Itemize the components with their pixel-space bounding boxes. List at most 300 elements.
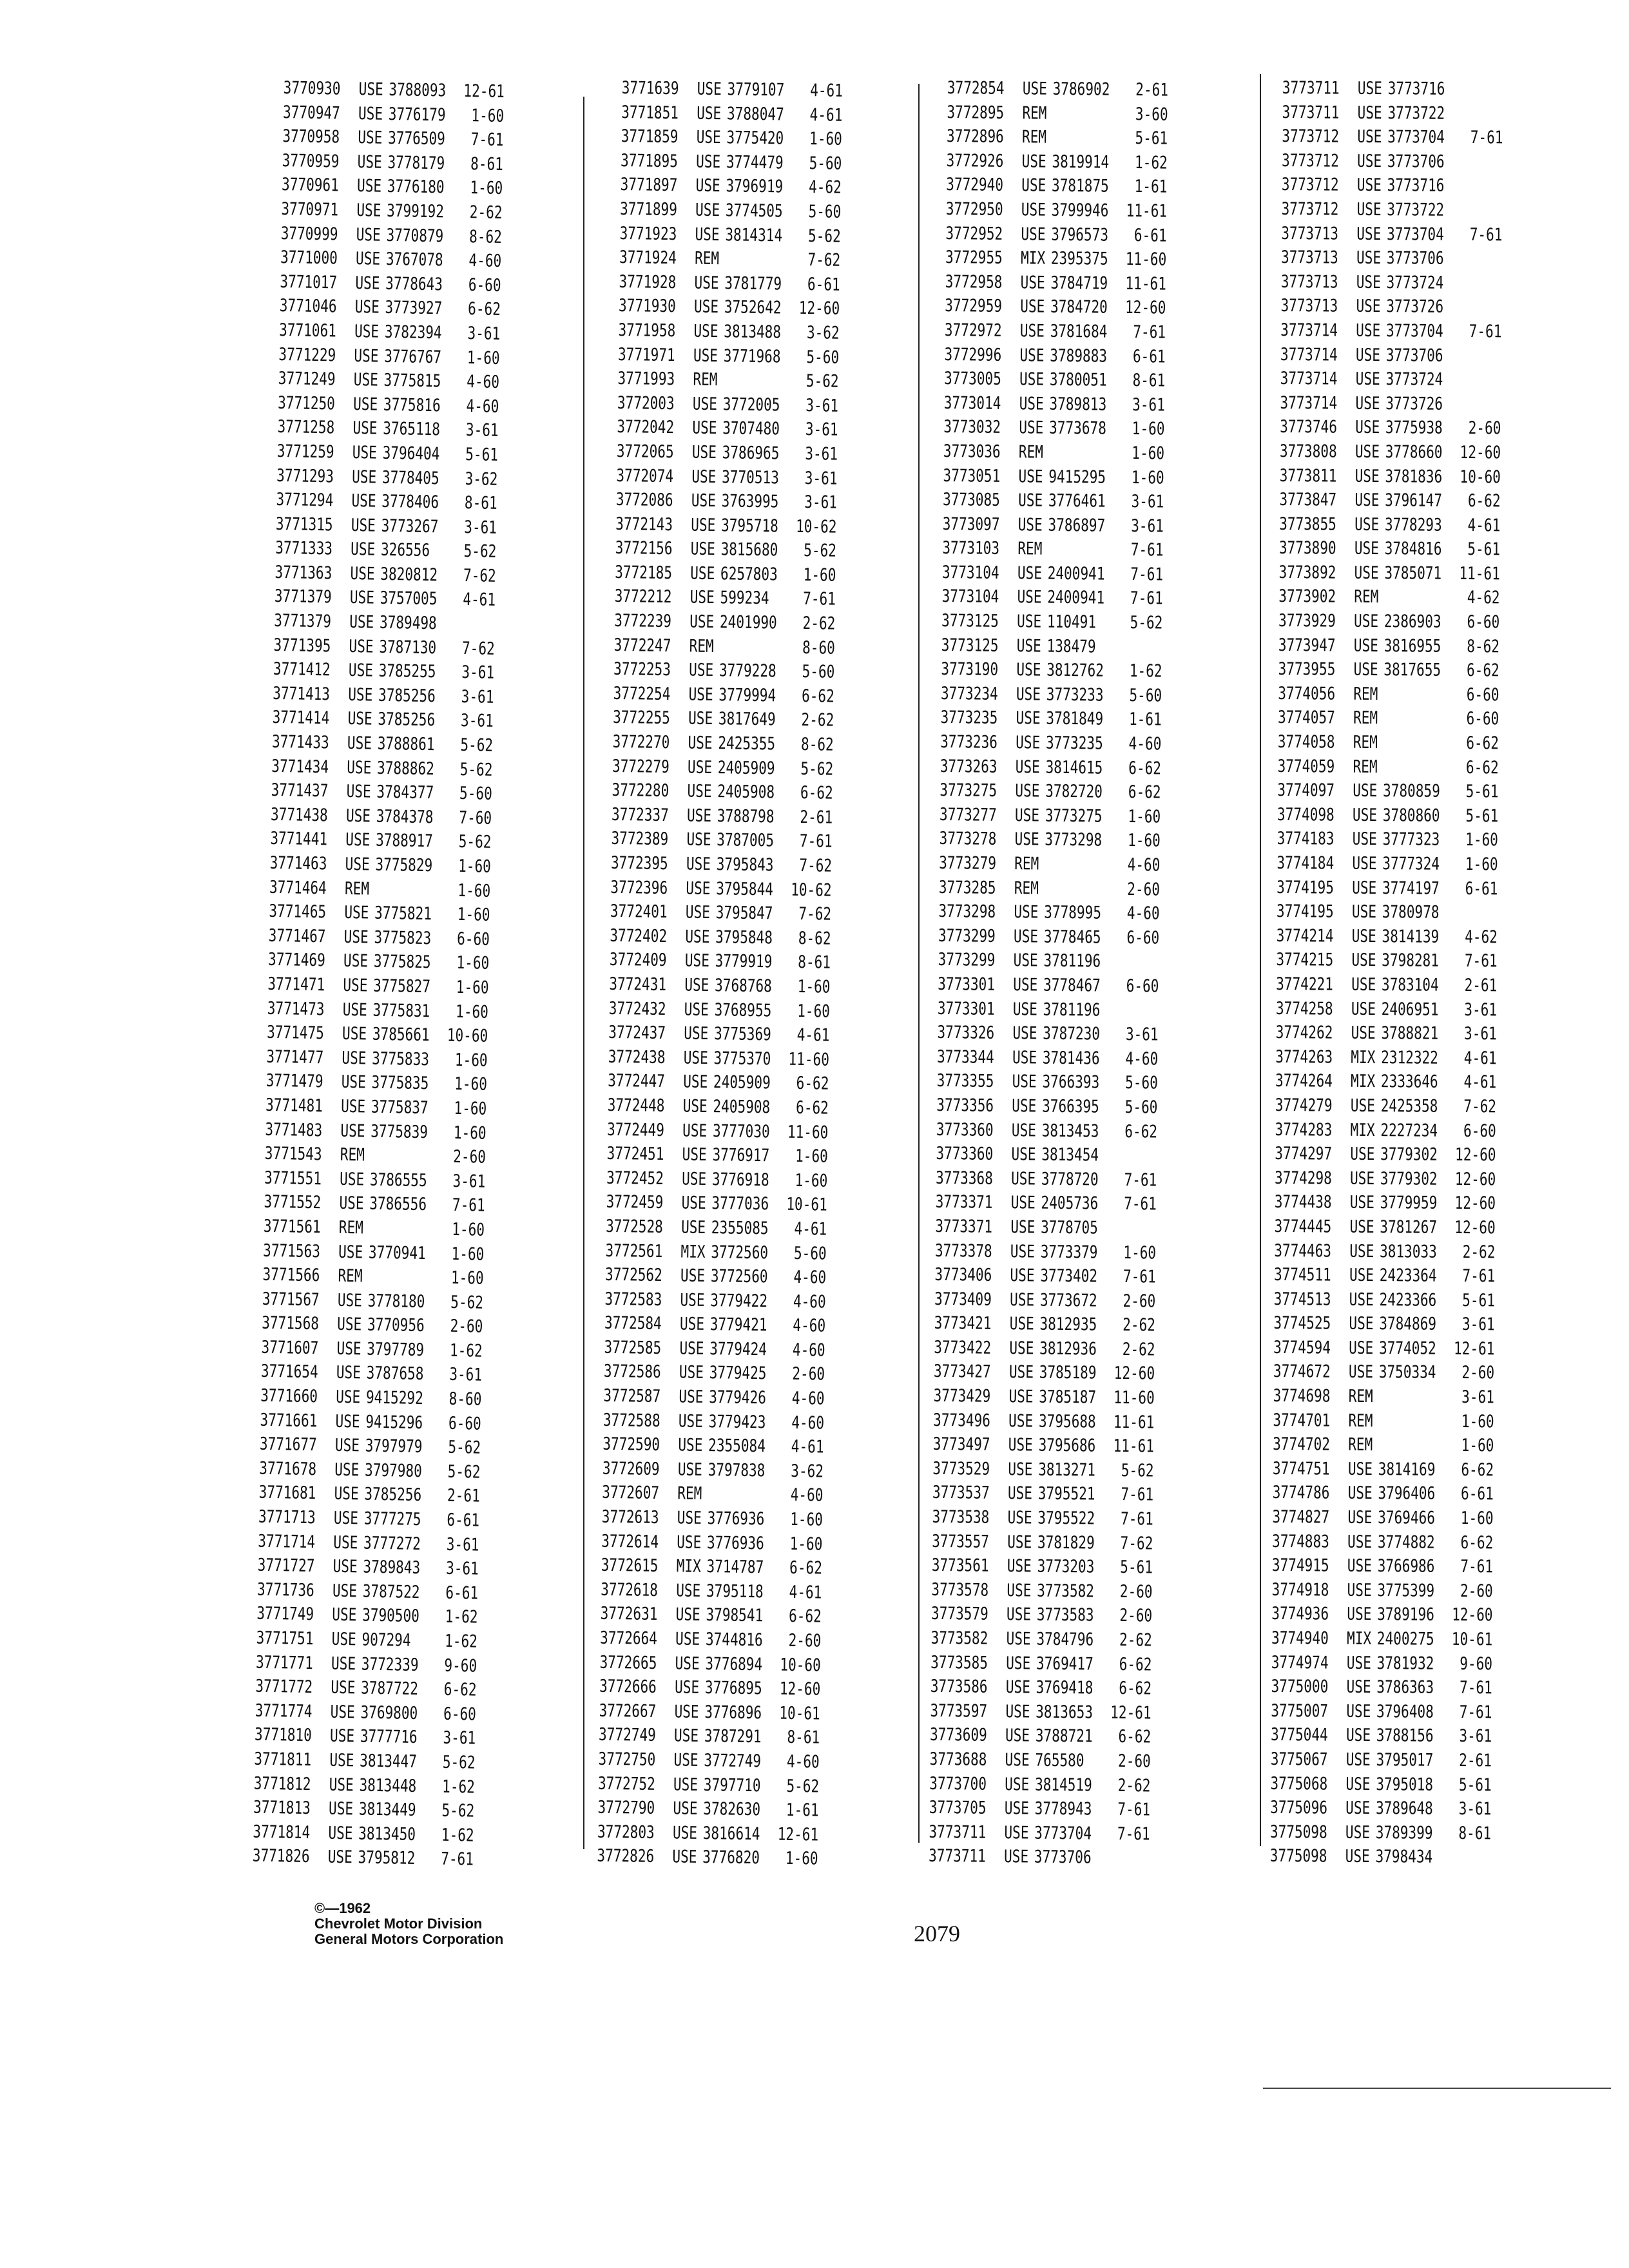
part-entry-row (606, 1166, 908, 1195)
part-number: 3771552 (264, 1192, 322, 1213)
effective-date: 5-60 (1124, 1073, 1159, 1093)
action-code: MIX (1350, 1120, 1375, 1140)
part-entry-row (932, 1505, 1233, 1532)
replacement-part: 3773722 (1387, 200, 1445, 220)
action-code: USE (1006, 1629, 1031, 1649)
effective-date: 8-60 (802, 637, 836, 658)
part-entry-row (1282, 173, 1583, 199)
replacement-part: 3795843 (716, 854, 774, 876)
part-number: 3771727 (257, 1555, 315, 1577)
action-code: USE (1020, 272, 1045, 293)
action-code: USE (1015, 781, 1040, 802)
effective-date: 10-62 (790, 879, 832, 901)
replacement-part: 3781849 (1046, 709, 1104, 730)
part-entry-row (937, 1045, 1239, 1072)
replacement-part: 3773726 (1385, 393, 1443, 414)
part-entry-row (602, 1457, 904, 1485)
part-number: 3773190 (941, 659, 999, 680)
part-entry-row (621, 149, 922, 177)
part-number: 3773429 (933, 1385, 991, 1407)
effective-date: 12-60 (779, 1678, 821, 1700)
part-number: 3771315 (275, 514, 333, 535)
part-number: 3771660 (260, 1385, 318, 1407)
action-code: USE (1015, 756, 1040, 778)
part-number: 3771814 (253, 1821, 311, 1843)
part-number: 3775007 (1271, 1700, 1329, 1722)
part-entry-row (1272, 1530, 1574, 1556)
action-code: USE (1355, 393, 1380, 414)
action-code: USE (687, 781, 712, 802)
replacement-part (1384, 603, 1454, 604)
part-entry-row (938, 972, 1239, 999)
action-code: USE (1351, 926, 1376, 947)
part-entry-row (604, 1311, 906, 1340)
action-code: MIX (676, 1556, 701, 1577)
action-code: USE (352, 394, 378, 415)
part-entry-row (1275, 1190, 1576, 1216)
part-entry-row (945, 245, 1247, 273)
action-code: USE (1011, 1144, 1036, 1165)
part-number: 3773929 (1278, 611, 1336, 631)
part-number: 3773360 (936, 1144, 994, 1164)
parts-column-3 (929, 76, 1282, 1872)
action-code: USE (691, 515, 716, 535)
part-number: 3774445 (1274, 1216, 1332, 1237)
replacement-part: 3798434 (1375, 1847, 1433, 1868)
replacement-part: 3777324 (1382, 854, 1440, 874)
replacement-part (369, 1233, 439, 1235)
part-number: 3774525 (1273, 1313, 1331, 1334)
effective-date: 1-60 (1123, 1242, 1157, 1263)
effective-date: 4-60 (792, 1340, 825, 1361)
action-code: USE (343, 951, 369, 972)
part-number: 3774594 (1273, 1337, 1331, 1358)
part-number: 3772270 (612, 731, 670, 753)
effective-date: 8-61 (1132, 370, 1166, 391)
effective-date: 6-61 (1133, 225, 1167, 246)
effective-date: 1-60 (453, 1122, 487, 1144)
effective-date: 1-60 (795, 1146, 829, 1167)
part-entry-row (1274, 1215, 1576, 1241)
part-entry-row (938, 924, 1240, 951)
part-number: 3771465 (269, 901, 327, 923)
action-code: USE (1012, 1072, 1037, 1092)
part-number: 3775098 (1269, 1846, 1327, 1867)
replacement-part: 3813450 (358, 1823, 416, 1845)
effective-date: 1-60 (1465, 830, 1499, 850)
effective-date: 8-62 (800, 735, 834, 755)
effective-date: 1-60 (454, 1098, 487, 1119)
part-number: 3771678 (259, 1458, 317, 1480)
part-number: 3775000 (1271, 1677, 1329, 1697)
effective-date: 6-62 (1119, 1678, 1152, 1699)
action-code: USE (685, 902, 711, 923)
replacement-part: 3784720 (1050, 297, 1108, 318)
effective-date: 5-60 (809, 153, 842, 174)
part-number: 3771567 (262, 1289, 320, 1310)
part-number: 3773890 (1278, 538, 1336, 559)
part-number: 3771813 (253, 1797, 311, 1819)
replacement-part: 3788861 (377, 733, 435, 755)
effective-date: 3-61 (804, 468, 838, 489)
part-number: 3774214 (1276, 925, 1334, 947)
effective-date: 3-60 (1135, 104, 1168, 125)
part-number: 3770961 (281, 175, 340, 196)
part-number: 3772613 (601, 1506, 659, 1528)
action-code: USE (692, 394, 718, 414)
part-entry-row (1281, 270, 1583, 296)
part-number: 3772583 (604, 1289, 662, 1310)
effective-date: 6-62 (1466, 733, 1499, 754)
part-number: 3772586 (603, 1361, 661, 1383)
effective-date: 3-61 (461, 662, 495, 684)
part-number: 3771471 (267, 974, 325, 995)
action-code: USE (1349, 1216, 1374, 1237)
replacement-part: 3817649 (718, 709, 776, 730)
action-code: USE (1018, 466, 1043, 487)
effective-date: 5-61 (1465, 782, 1499, 802)
action-code: USE (1347, 1555, 1373, 1577)
part-number: 3773301 (937, 998, 995, 1019)
effective-date: 1-60 (467, 347, 500, 369)
part-number: 3773529 (932, 1458, 990, 1479)
column-divider (1260, 74, 1261, 1846)
part-number: 3771477 (266, 1046, 324, 1068)
part-number: 3773235 (940, 707, 998, 729)
action-code: USE (1356, 247, 1382, 269)
part-entry-row (1277, 827, 1579, 853)
part-entry-row (621, 124, 922, 153)
part-number: 3773422 (934, 1337, 992, 1358)
effective-date: 3-61 (1463, 1024, 1497, 1044)
replacement-part: 3772560 (711, 1242, 769, 1263)
part-number: 3774786 (1272, 1483, 1330, 1504)
action-code: USE (334, 1435, 360, 1456)
action-code: USE (682, 1144, 707, 1166)
replacement-part: 3789498 (379, 612, 438, 634)
action-code: USE (1007, 1483, 1033, 1504)
part-number: 3774279 (1275, 1095, 1333, 1116)
effective-date: 1-60 (809, 129, 843, 149)
replacement-part: 3796404 (382, 443, 440, 465)
action-code: USE (1354, 514, 1380, 535)
replacement-part: 3780978 (1382, 902, 1440, 923)
replacement-part: 3773583 (1036, 1604, 1094, 1626)
action-code: USE (691, 442, 717, 463)
part-entry-row (930, 1626, 1232, 1653)
part-number: 3770947 (282, 102, 341, 124)
action-code: USE (340, 1096, 366, 1117)
replacement-part: 3775835 (371, 1072, 429, 1094)
effective-date: 2-60 (1127, 879, 1161, 900)
part-entry-row (597, 1820, 899, 1848)
effective-date: 8-61 (798, 952, 831, 974)
replacement-part: 3819914 (1052, 151, 1110, 173)
part-number: 3771566 (262, 1264, 320, 1286)
part-number: 3772447 (608, 1071, 666, 1092)
action-code: USE (686, 805, 712, 826)
action-code: USE (691, 466, 717, 487)
part-number: 3774298 (1274, 1168, 1332, 1189)
part-number: 3772247 (613, 635, 671, 656)
replacement-part: 3786902 (1052, 79, 1110, 100)
action-code: USE (1007, 1580, 1032, 1601)
part-entry-row (929, 1796, 1231, 1823)
part-entry-row (1274, 1263, 1576, 1289)
action-code: USE (1009, 1289, 1035, 1311)
action-code: USE (331, 1677, 356, 1698)
action-code: USE (689, 611, 715, 633)
effective-date: 1-60 (454, 1074, 488, 1095)
effective-date: 12-60 (1455, 1145, 1496, 1166)
replacement-part: 3788721 (1035, 1725, 1093, 1747)
action-code: USE (695, 200, 720, 221)
part-number: 3771475 (266, 1022, 325, 1044)
action-code: USE (1008, 1362, 1034, 1383)
replacement-part: 3799192 (386, 200, 445, 222)
effective-date: 7-61 (440, 1849, 474, 1870)
replacement-part: 3796406 (1378, 1483, 1436, 1504)
part-number: 3771681 (258, 1483, 316, 1504)
part-number: 3771363 (275, 562, 333, 584)
part-number: 3773427 (933, 1361, 991, 1383)
part-entry-row (944, 343, 1246, 370)
effective-date: 4-60 (793, 1267, 827, 1288)
part-entry-row (603, 1384, 905, 1412)
replacement-part: 3707480 (722, 418, 780, 439)
action-code: USE (1351, 901, 1377, 923)
part-entry-row (599, 1723, 900, 1751)
effective-date: 2-62 (802, 613, 836, 634)
part-entry-row (936, 1069, 1238, 1096)
action-code: USE (1354, 466, 1380, 486)
action-code: USE (355, 249, 381, 269)
part-entry-row (1275, 1142, 1576, 1168)
part-number: 3773538 (932, 1506, 990, 1528)
action-code: USE (1005, 1725, 1030, 1746)
part-number: 3772451 (606, 1143, 664, 1165)
effective-date: 4-61 (796, 1025, 830, 1046)
part-number: 3772438 (608, 1046, 666, 1068)
effective-date: 3-61 (1132, 394, 1166, 416)
corporation-name: General Motors Corporation (314, 1931, 504, 1947)
part-number: 3774195 (1277, 877, 1335, 898)
part-number: 3772279 (612, 756, 670, 777)
action-code: USE (688, 660, 714, 681)
action-code: USE (697, 79, 722, 100)
action-code: USE (686, 829, 711, 850)
part-entry-row (1275, 1069, 1577, 1095)
part-number: 3771774 (255, 1700, 313, 1722)
action-code: USE (1016, 708, 1041, 729)
part-number: 3771714 (258, 1531, 316, 1552)
replacement-part: 3790500 (361, 1605, 420, 1627)
action-code: USE (1006, 1604, 1032, 1625)
replacement-part: 3786556 (369, 1193, 427, 1215)
replacement-part: 3789813 (1049, 394, 1107, 415)
part-entry-row (945, 270, 1246, 297)
replacement-part: 3776179 (388, 104, 446, 125)
action-code: REM (344, 878, 370, 899)
effective-date: 3-61 (445, 1558, 479, 1579)
effective-date: 6-61 (807, 274, 840, 295)
action-code: USE (350, 539, 376, 560)
part-entry-row (1277, 778, 1579, 805)
action-code: USE (679, 1314, 705, 1335)
part-number: 3773714 (1280, 320, 1338, 341)
part-number: 3773371 (935, 1216, 993, 1237)
part-entry-row (943, 512, 1244, 539)
effective-date: 6-61 (1132, 346, 1166, 367)
action-code: USE (1005, 1774, 1030, 1795)
replacement-part: 3776894 (705, 1653, 763, 1675)
action-code: USE (691, 490, 717, 512)
replacement-part: 3774882 (1377, 1532, 1435, 1553)
action-code: USE (690, 563, 715, 584)
action-code: USE (1355, 369, 1380, 390)
action-code: USE (675, 1653, 700, 1674)
part-number: 3771810 (254, 1724, 313, 1746)
part-number: 3773586 (930, 1677, 988, 1697)
action-code: USE (1349, 1241, 1374, 1262)
action-code: USE (1348, 1362, 1374, 1383)
effective-date (450, 629, 495, 630)
effective-date: 5-60 (808, 202, 842, 222)
part-entry-row (619, 270, 920, 298)
action-code: REM (689, 636, 714, 657)
effective-date: 6-60 (456, 928, 490, 950)
effective-date: 6-62 (801, 686, 835, 707)
replacement-part: 3775370 (713, 1048, 771, 1070)
effective-date: 6-60 (448, 1413, 482, 1434)
effective-date: 3-61 (467, 323, 501, 344)
part-entry-row (1277, 803, 1579, 829)
action-code: USE (682, 1072, 708, 1093)
part-number: 3773561 (931, 1555, 989, 1577)
part-entry-row (946, 197, 1248, 224)
action-code: USE (1012, 1023, 1037, 1044)
effective-date: 7-62 (463, 565, 496, 586)
action-code: USE (341, 1072, 367, 1093)
bottom-rule (1263, 2088, 1611, 2089)
effective-date: 7-61 (1123, 1194, 1157, 1215)
replacement-part (1052, 143, 1123, 144)
action-code: REM (693, 369, 718, 390)
part-number: 3771812 (253, 1773, 311, 1794)
effective-date: 1-60 (1465, 854, 1498, 875)
effective-date: 5-62 (459, 759, 493, 780)
part-number: 3773579 (930, 1604, 988, 1625)
action-code: USE (339, 1169, 365, 1190)
part-number: 3772402 (610, 925, 668, 947)
replacement-part: 3778660 (1385, 442, 1443, 463)
action-code: USE (1346, 1653, 1371, 1673)
action-code: USE (1017, 563, 1043, 584)
action-code: USE (1007, 1556, 1032, 1577)
effective-date: 4-62 (1467, 588, 1500, 608)
effective-date: 2-61 (800, 807, 833, 828)
replacement-part: 3773716 (1387, 79, 1445, 99)
replacement-part: 3789843 (363, 1557, 421, 1579)
effective-date: 11-60 (1125, 249, 1167, 270)
effective-date: 7-60 (459, 807, 492, 829)
replacement-part: 3775821 (374, 903, 432, 925)
action-code: USE (1345, 1847, 1370, 1867)
action-code: USE (356, 176, 382, 197)
replacement-part: 3788862 (376, 758, 435, 779)
replacement-part (708, 1500, 778, 1501)
action-code: MIX (1346, 1628, 1372, 1649)
replacement-part: 3779302 (1380, 1168, 1438, 1189)
part-number: 3772409 (609, 950, 667, 971)
part-number: 3771481 (265, 1095, 323, 1117)
action-code: USE (695, 224, 720, 245)
part-number: 3772618 (600, 1579, 659, 1600)
replacement-part: 3773203 (1037, 1556, 1095, 1577)
part-number: 3771250 (277, 392, 336, 414)
part-number: 3770959 (282, 150, 340, 172)
replacement-part: 2227234 (1380, 1120, 1438, 1141)
effective-date: 6-60 (1467, 612, 1500, 633)
effective-date: 6-60 (1466, 709, 1499, 729)
replacement-part: 3773672 (1039, 1290, 1097, 1311)
part-entry-row (607, 1093, 909, 1122)
action-code: USE (672, 1823, 698, 1843)
part-number: 3774184 (1277, 852, 1335, 874)
action-code: USE (1349, 1314, 1374, 1334)
part-entry-row (610, 924, 911, 952)
part-number: 3771561 (263, 1216, 321, 1238)
part-number: 3771259 (276, 441, 334, 463)
part-number: 3772212 (614, 586, 672, 608)
part-entry-row (929, 1771, 1231, 1798)
action-code: USE (1017, 490, 1043, 511)
part-number: 3771677 (259, 1434, 317, 1456)
part-number: 3772952 (945, 223, 1003, 244)
action-code: USE (1006, 1653, 1031, 1674)
action-code: USE (328, 1823, 353, 1844)
part-number: 3774264 (1275, 1071, 1333, 1091)
part-number: 3774056 (1278, 683, 1336, 704)
part-entry-row (938, 948, 1239, 975)
part-number: 3773355 (936, 1071, 994, 1092)
action-code: USE (1013, 950, 1038, 971)
part-number: 3771859 (621, 126, 679, 148)
part-number: 3773085 (942, 490, 1001, 510)
effective-date: 1-61 (786, 1800, 819, 1821)
part-entry-row (612, 778, 913, 807)
action-code: USE (681, 1169, 707, 1189)
replacement-part: 2425358 (1380, 1096, 1438, 1117)
effective-date: 3-61 (1458, 1799, 1492, 1820)
part-number: 3774698 (1273, 1386, 1331, 1407)
effective-date: 6-60 (1126, 975, 1159, 997)
part-entry-row (617, 391, 919, 419)
part-number: 3772395 (610, 852, 668, 874)
replacement-part: 3796573 (1051, 224, 1109, 245)
action-code: USE (1352, 805, 1378, 825)
replacement-part: 3784796 (1036, 1629, 1094, 1650)
action-code: USE (683, 1048, 708, 1068)
replacement-part: 2355084 (708, 1436, 766, 1457)
part-number: 3773104 (941, 562, 999, 583)
effective-date: 9-60 (1460, 1653, 1493, 1674)
effective-date: 2-62 (1123, 1315, 1156, 1336)
replacement-part: 3781875 (1051, 176, 1109, 197)
replacement-part: 3779422 (710, 1290, 768, 1312)
part-number: 3773705 (929, 1798, 987, 1818)
effective-date: 1-60 (458, 880, 491, 901)
